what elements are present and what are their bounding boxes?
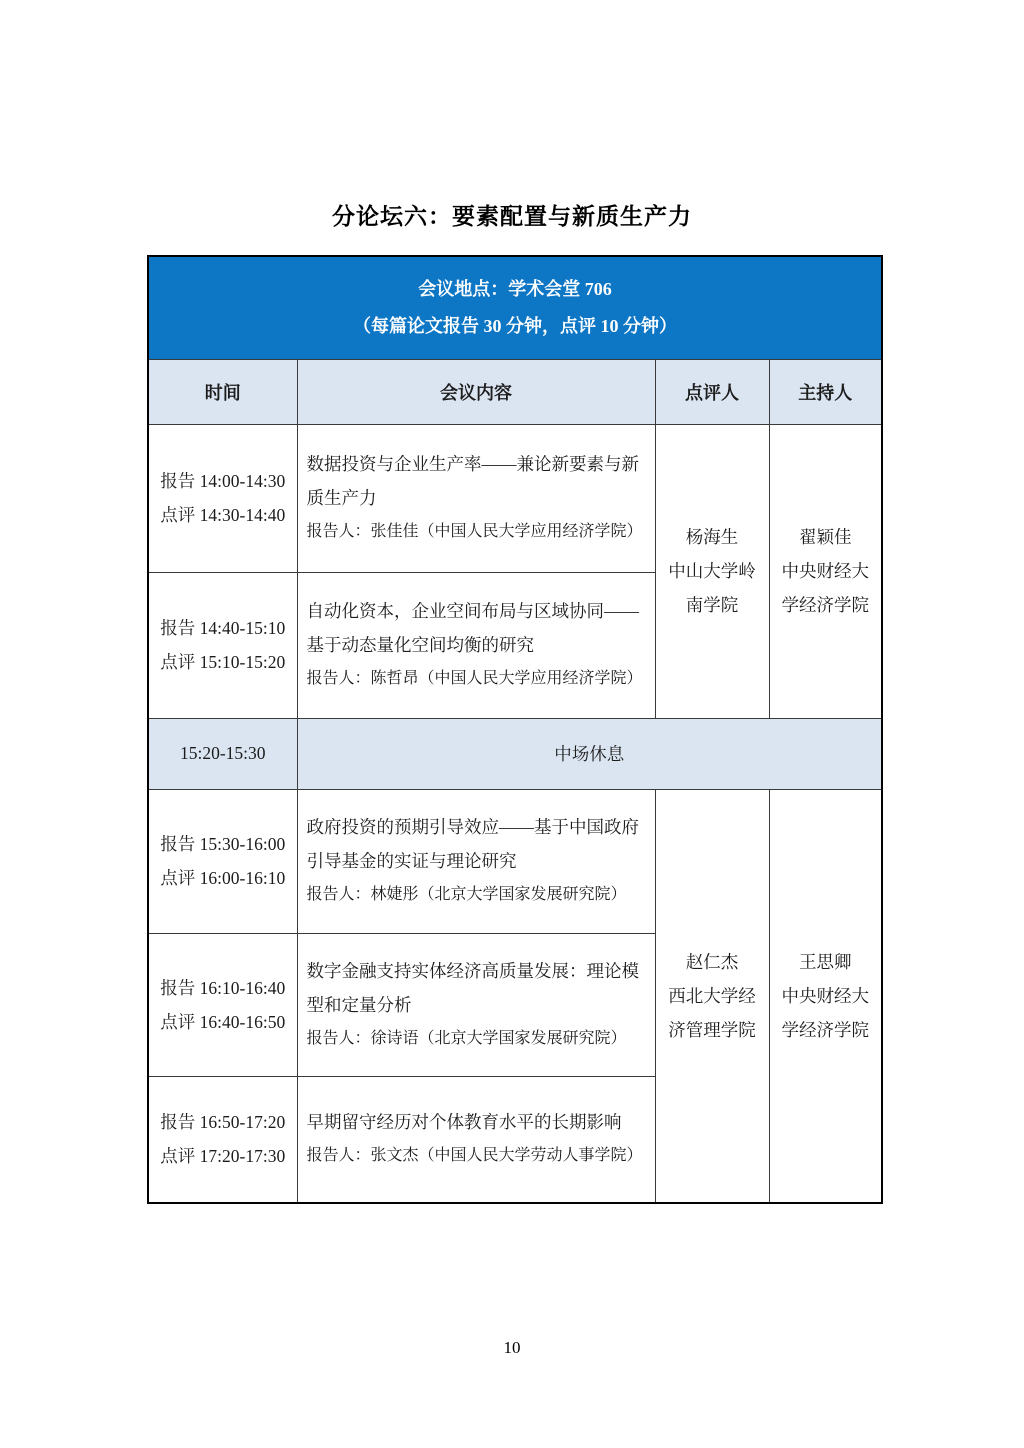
commentator-name: 赵仁杰	[685, 951, 739, 972]
content-cell-1	[297, 424, 655, 572]
session-row-3	[148, 789, 882, 933]
comment-time: 点评 14:30-14:40	[160, 505, 286, 525]
venue-line: 会议地点：学术会堂 706	[418, 278, 612, 299]
presenter-line: 报告人：徐诗语（北京大学国家发展研究院）	[306, 1029, 627, 1047]
column-header-host: 主持人	[769, 359, 882, 424]
commentator-cell-block-2	[655, 789, 769, 1203]
report-time: 报告 16:10-16:40	[160, 977, 286, 998]
commentator-affiliation: 西北大学经济管理学院	[668, 985, 756, 1040]
time-cell-3	[148, 789, 297, 933]
content-cell-2	[297, 572, 655, 718]
presenter-line: 报告人：林婕彤（北京大学国家发展研究院）	[306, 886, 627, 903]
commentator-cell-block-1	[655, 424, 769, 718]
content-cell-3	[297, 789, 655, 933]
report-time: 报告 16:50-17:20	[160, 1112, 286, 1133]
column-header-commentator: 点评人	[655, 359, 769, 424]
page-title: 分论坛六：要素配置与新质生产力	[332, 204, 692, 229]
report-time: 报告 14:40-15:10	[160, 618, 286, 638]
presenter-line: 报告人：张文杰（中国人民大学劳动人事学院）	[306, 1147, 643, 1165]
page-number: 10	[503, 1338, 521, 1357]
host-name: 王思卿	[799, 951, 852, 972]
paper-title: 数据投资与企业生产率——兼论新要素与新质生产力	[306, 454, 639, 508]
comment-time: 点评 17:20-17:30	[160, 1146, 286, 1167]
commentator-name: 杨海生	[685, 527, 739, 547]
content-cell-5	[297, 1076, 655, 1203]
host-name: 翟颖佳	[799, 527, 852, 547]
column-header-content: 会议内容	[297, 359, 655, 424]
paper-title: 早期留守经历对个体教育水平的长期影响	[306, 1112, 622, 1133]
banner-note-line: （每篇论文报告 30 分钟，点评 10 分钟）	[353, 315, 677, 336]
presenter-line: 报告人：张佳佳（中国人民大学应用经济学院）	[306, 523, 643, 540]
break-row	[148, 718, 882, 789]
time-cell-2	[148, 572, 297, 718]
session-row-1	[148, 424, 882, 572]
host-affiliation: 中央财经大学经济学院	[781, 985, 869, 1040]
break-label-cell: 中场休息	[297, 718, 882, 789]
time-cell-5	[148, 1076, 297, 1203]
content-cell-4	[297, 933, 655, 1076]
schedule-table	[147, 255, 883, 1204]
host-affiliation: 中央财经大学经济学院	[781, 561, 869, 615]
paper-title: 自动化资本，企业空间布局与区域协同——基于动态量化空间均衡的研究	[306, 601, 639, 655]
time-cell-4	[148, 933, 297, 1076]
banner-row	[148, 256, 882, 359]
venue-banner	[148, 256, 882, 359]
paper-title: 数字金融支持实体经济高质量发展：理论模型和定量分析	[306, 960, 639, 1015]
presenter-line: 报告人：陈哲昂（中国人民大学应用经济学院）	[306, 670, 643, 687]
commentator-affiliation: 中山大学岭南学院	[668, 561, 756, 615]
time-cell-1	[148, 424, 297, 572]
host-cell-block-2	[769, 789, 882, 1203]
comment-time: 点评 16:40-16:50	[160, 1011, 286, 1032]
column-header-row	[148, 359, 882, 424]
break-time-cell: 15:20-15:30	[148, 718, 297, 789]
paper-title: 政府投资的预期引导效应——基于中国政府引导基金的实证与理论研究	[306, 817, 639, 871]
comment-time: 点评 16:00-16:10	[160, 868, 286, 888]
report-time: 报告 14:00-14:30	[160, 471, 286, 491]
host-cell-block-1	[769, 424, 882, 718]
report-time: 报告 15:30-16:00	[160, 834, 286, 854]
column-header-time: 时间	[148, 359, 297, 424]
comment-time: 点评 15:10-15:20	[160, 652, 286, 672]
